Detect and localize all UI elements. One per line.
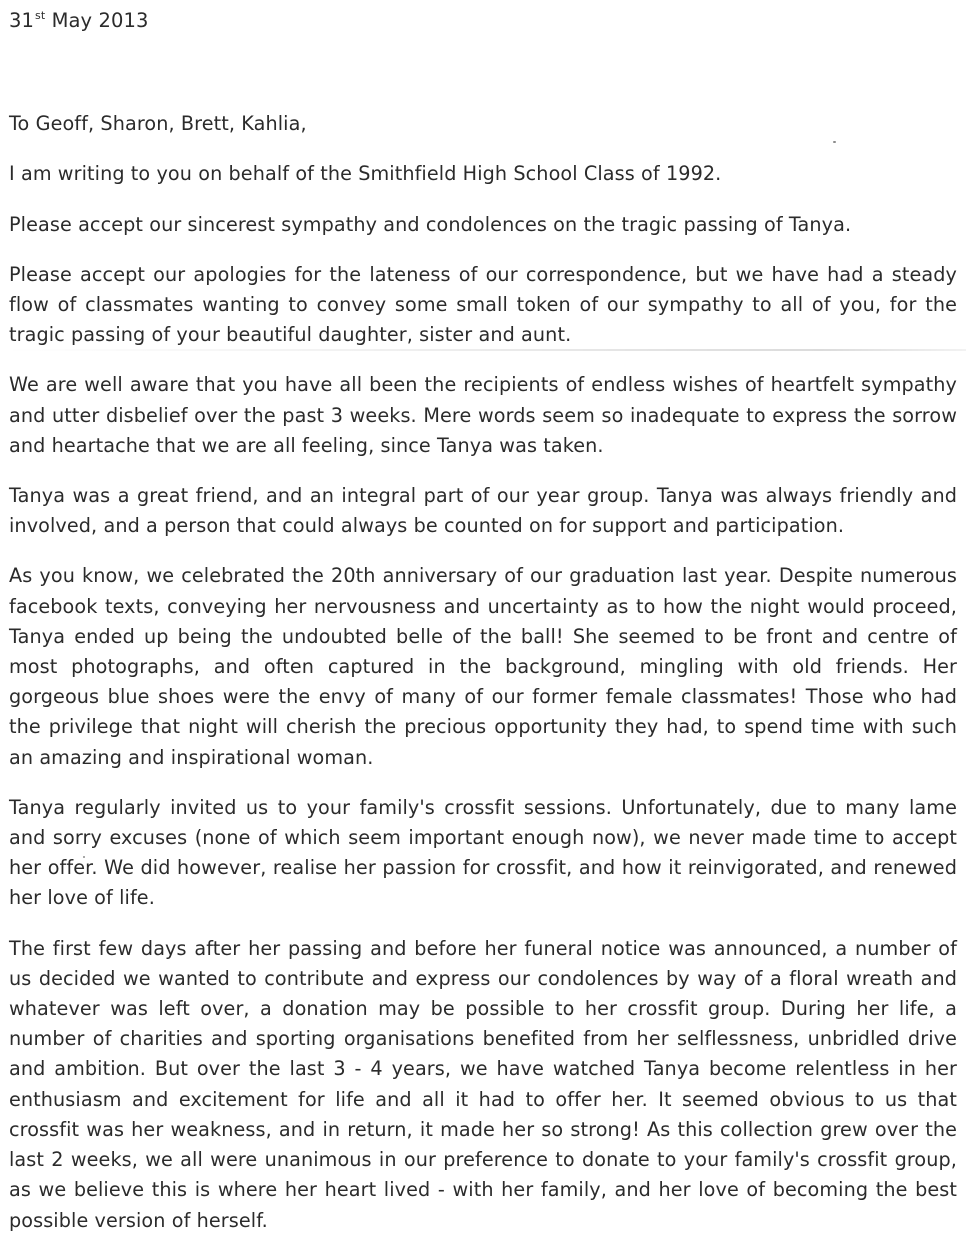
paragraph-intro: I am writing to you on behalf of the Smithfield High School Class of 1992. [9,162,722,186]
date-day: 31 [9,9,35,32]
date-month-year: May 2013 [45,9,149,32]
paragraph-friend: Tanya was a great friend, and an integral part of our year group. Tanya was always friendly and involved, and a person that could always be counted on for support and participation. [9,484,957,538]
letter-date [9,6,957,39]
paragraph-donation: The first few days after her passing and before her funeral notice was announced, a number of us decided we wanted to contribute and express our condolences by way of a floral wreath and whatever was left over, a donation may be possible to her crossfit group. During her life, a number of charities and sporting organisations benefited from her selflessness, unbridled drive and ambition. But over the last 3 - 4 years, we have watched Tanya become relentless in her enthusiasm and excitement for life and all it had to offer her. It seemed obvious to us that crossfit was her weakness, and in return, it made her so strong! As this collection grew over the last 2 weeks, we all were unanimous in our preference to donate to your family's crossfit group, as we believe this is where her heart lived - with her family, and her love of becoming the best possible version of herself. [9,936,957,1232]
date-ordinal-suffix: st [35,9,46,22]
letter-greeting: To Geoff, Sharon, Brett, Kahlia, [9,112,307,136]
paragraph-apology: Please accept our apologies for the lateness of our correspondence, but we have had a steady flow of classmates wanting to convey some small token of our sympathy to all of you, for the tragic passing of your beautiful daughter, sister and aunt. [9,262,957,347]
paragraph-sympathy: Please accept our sincerest sympathy and condolences on the tragic passing of Tanya. [9,212,852,236]
paragraph-anniversary: As you know, we celebrated the 20th anniversary of our graduation last year. Despite numerous facebook texts, conveying her nervousness and uncertainty as to how the night would proceed, Tanya ended up being the undoubted belle of the ball! She seemed to be front and centre of most photographs, and often captured in the background, mingling with old friends. Her gorgeous blue shoes were the envy of many of our former female classmates! Those who had the privilege that night will cherish the precious opportunity they had, to spend time with such an amazing and inspirational woman. [9,564,957,769]
paragraph-awareness: We are well aware that you have all been the recipients of endless wishes of heartfelt sympathy and utter disbelief over the past 3 weeks. Mere words seem so inadequate to express the sorrow and heartache that we are all feeling, since Tanya was taken. [9,373,957,457]
letter-body [9,6,957,1256]
paragraph-crossfit: Tanya regularly invited us to your family's crossfit sessions. Unfortunately, due to many lame and sorry excuses (none of which seem important enough now), we never made time to accept her offer. We did however, realise her passion for crossfit, and how it reinvigorated, and renewed her love of life. [9,795,957,910]
